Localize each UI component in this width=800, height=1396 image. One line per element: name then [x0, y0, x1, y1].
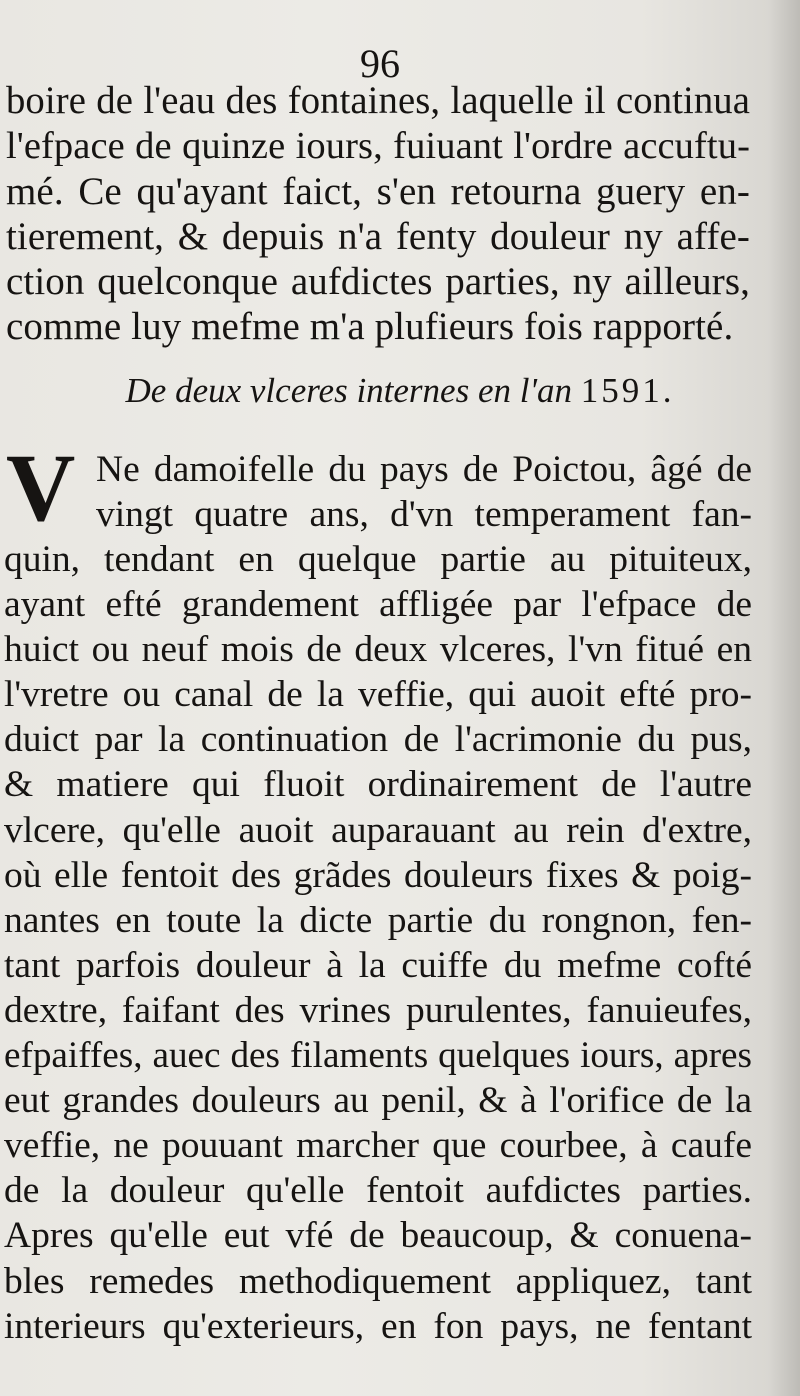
text-line: interieurs qu'exterieurs, en fon pays, ne fentant — [4, 1305, 752, 1347]
text-line: Ne damoifelle du pays de Poictou, âgé de — [96, 449, 752, 490]
text-line: bles remedes methodiquement appliquez, tant — [4, 1260, 752, 1302]
text-line: veffie, ne pouuant marcher que courbee, à caufe — [4, 1125, 752, 1167]
text-line: quin, tendant en quelque partie au pituiteux, — [4, 539, 752, 580]
text-line: l'vretre ou canal de la veffie, qui auoit efté pro- — [4, 674, 752, 716]
text-line: boire de l'eau des fontaines, laquelle il continua — [6, 80, 750, 122]
text-line: de la douleur qu'elle fentoit aufdictes parties. — [4, 1170, 752, 1212]
text-line: dextre, faifant des vrines purulentes, fanuieufes, — [4, 989, 752, 1031]
text-line: duict par la continuation de l'acrimonie du pus, — [4, 719, 752, 761]
page-number: 96 — [360, 41, 400, 86]
paragraph-body — [4, 537, 752, 1349]
text-line: où elle fentoit des grãdes douleurs fixes & poig- — [4, 854, 752, 896]
text-line: l'efpace de quinze iours, fuiuant l'ordre accuftu- — [6, 125, 750, 167]
text-line: & matiere qui fluoit ordinairement de l'autre — [4, 764, 752, 806]
text-line: vlcere, qu'elle auoit auparauant au rein d'extre, — [4, 809, 752, 851]
text-line: efpaiffes, auec des filaments quelques iours, apres — [4, 1035, 752, 1077]
section-heading — [0, 369, 800, 413]
drop-cap: V — [6, 434, 76, 541]
text-line: tierement, & depuis n'a fenty douleur ny affe- — [6, 215, 750, 258]
text-line: comme luy mefme m'a plufieurs fois rapporté. — [6, 305, 734, 348]
text-line: tant parfois douleur à la cuiffe du mefme cofté — [4, 944, 752, 986]
paragraph-continued — [6, 79, 750, 349]
text-line: nantes en toute la dicte partie du rongnon, fen- — [4, 899, 752, 941]
section-heading-year: 1591. — [580, 371, 675, 410]
text-line: vingt quatre ans, d'vn temperament fan- — [96, 494, 752, 535]
section-heading-text: De deux vlceres internes en l'an — [125, 371, 572, 410]
text-line: ayant efté grandement affligée par l'efpace de — [4, 584, 752, 626]
text-line: huict ou neuf mois de deux vlceres, l'vn fitué en — [4, 629, 752, 671]
text-line: Apres qu'elle eut vfé de beaucoup, & conuena- — [4, 1215, 752, 1257]
paragraph-opening-lines — [96, 447, 752, 537]
text-line: mé. Ce qu'ayant faict, s'en retourna guery en- — [6, 170, 750, 213]
text-line: ction quelconque aufdictes parties, ny ailleurs, — [6, 260, 750, 303]
text-line: eut grandes douleurs au penil, & à l'orifice de la — [4, 1080, 752, 1122]
